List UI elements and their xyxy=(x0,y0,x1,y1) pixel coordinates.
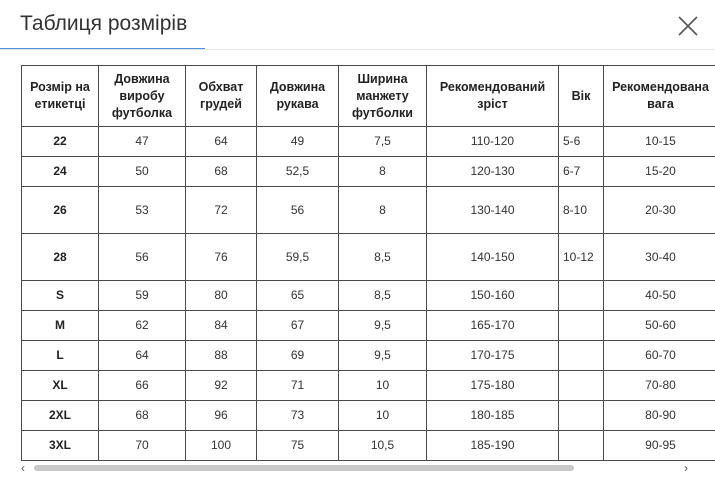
size-label-cell: XL xyxy=(22,371,99,401)
size-table-container[interactable] xyxy=(21,65,715,461)
table-row xyxy=(22,311,715,341)
table-cell: 56 xyxy=(257,187,339,234)
table-row xyxy=(22,431,715,461)
size-label-cell: 22 xyxy=(22,127,99,157)
table-row xyxy=(22,127,715,157)
table-cell: 40-50 xyxy=(604,281,715,311)
table-cell: 180-185 xyxy=(427,401,559,431)
table-row xyxy=(22,341,715,371)
table-cell: 71 xyxy=(257,371,339,401)
table-cell: 50 xyxy=(99,157,186,187)
table-cell: 60-70 xyxy=(604,341,715,371)
table-cell xyxy=(559,401,604,431)
table-cell: 10,5 xyxy=(339,431,427,461)
table-cell: 30-40 xyxy=(604,234,715,281)
table-cell: 8 xyxy=(339,187,427,234)
scrollbar-thumb[interactable] xyxy=(34,465,574,471)
column-header: Довжина рукава xyxy=(257,66,339,127)
table-row xyxy=(22,157,715,187)
column-header: Рекомендована вага xyxy=(604,66,715,127)
column-header: Ширина манжету футболки xyxy=(339,66,427,127)
size-label-cell: S xyxy=(22,281,99,311)
table-cell: 165-170 xyxy=(427,311,559,341)
table-cell: 64 xyxy=(186,127,257,157)
table-cell: 69 xyxy=(257,341,339,371)
table-cell: 76 xyxy=(186,234,257,281)
table-cell: 8,5 xyxy=(339,234,427,281)
table-cell: 10 xyxy=(339,401,427,431)
table-cell: 56 xyxy=(99,234,186,281)
column-header: Довжина виробу футболка xyxy=(99,66,186,127)
table-cell: 49 xyxy=(257,127,339,157)
table-cell: 175-180 xyxy=(427,371,559,401)
size-label-cell: 24 xyxy=(22,157,99,187)
table-cell: 10 xyxy=(339,371,427,401)
table-cell xyxy=(559,431,604,461)
table-cell: 68 xyxy=(186,157,257,187)
table-cell: 73 xyxy=(257,401,339,431)
table-row xyxy=(22,187,715,234)
table-cell xyxy=(559,281,604,311)
table-cell: 70 xyxy=(99,431,186,461)
table-cell: 80-90 xyxy=(604,401,715,431)
column-header: Розмір на етикетці xyxy=(22,66,99,127)
table-cell xyxy=(559,371,604,401)
header-divider xyxy=(0,49,715,50)
table-cell: 67 xyxy=(257,311,339,341)
table-cell: 90-95 xyxy=(604,431,715,461)
column-header: Вік xyxy=(559,66,604,127)
table-cell: 140-150 xyxy=(427,234,559,281)
table-cell: 72 xyxy=(186,187,257,234)
table-cell xyxy=(559,311,604,341)
table-cell: 5-6 xyxy=(559,127,604,157)
table-cell: 52,5 xyxy=(257,157,339,187)
scroll-left-button[interactable]: ‹ xyxy=(21,461,25,475)
table-cell: 62 xyxy=(99,311,186,341)
table-cell: 70-80 xyxy=(604,371,715,401)
table-cell: 15-20 xyxy=(604,157,715,187)
table-cell: 130-140 xyxy=(427,187,559,234)
table-cell: 6-7 xyxy=(559,157,604,187)
table-cell: 185-190 xyxy=(427,431,559,461)
size-label-cell: 26 xyxy=(22,187,99,234)
table-cell: 10-12 xyxy=(559,234,604,281)
close-button[interactable] xyxy=(676,14,700,38)
table-cell: 9,5 xyxy=(339,311,427,341)
table-cell: 50-60 xyxy=(604,311,715,341)
table-cell: 88 xyxy=(186,341,257,371)
dialog-title: Таблиця розмірів xyxy=(20,12,188,35)
table-row xyxy=(22,371,715,401)
table-cell: 110-120 xyxy=(427,127,559,157)
table-cell: 8-10 xyxy=(559,187,604,234)
table-cell: 150-160 xyxy=(427,281,559,311)
size-label-cell: 3XL xyxy=(22,431,99,461)
table-cell: 8 xyxy=(339,157,427,187)
table-cell: 84 xyxy=(186,311,257,341)
table-cell: 120-130 xyxy=(427,157,559,187)
close-icon xyxy=(676,14,700,38)
scroll-right-button[interactable]: › xyxy=(684,461,688,475)
table-cell xyxy=(559,341,604,371)
size-label-cell: M xyxy=(22,311,99,341)
size-table xyxy=(21,65,715,461)
table-cell: 65 xyxy=(257,281,339,311)
table-cell: 53 xyxy=(99,187,186,234)
table-cell: 8,5 xyxy=(339,281,427,311)
table-cell: 10-15 xyxy=(604,127,715,157)
table-cell: 75 xyxy=(257,431,339,461)
table-cell: 20-30 xyxy=(604,187,715,234)
table-header-row xyxy=(22,66,715,127)
table-cell: 96 xyxy=(186,401,257,431)
table-cell: 47 xyxy=(99,127,186,157)
table-body xyxy=(22,127,715,461)
column-header: Обхват грудей xyxy=(186,66,257,127)
column-header: Рекомендований зріст xyxy=(427,66,559,127)
size-label-cell: L xyxy=(22,341,99,371)
dialog-header xyxy=(0,0,715,50)
size-label-cell: 28 xyxy=(22,234,99,281)
table-cell: 7,5 xyxy=(339,127,427,157)
table-cell: 170-175 xyxy=(427,341,559,371)
table-row xyxy=(22,281,715,311)
size-label-cell: 2XL xyxy=(22,401,99,431)
table-row xyxy=(22,234,715,281)
table-cell: 64 xyxy=(99,341,186,371)
table-cell: 59,5 xyxy=(257,234,339,281)
table-cell: 9,5 xyxy=(339,341,427,371)
table-cell: 80 xyxy=(186,281,257,311)
table-cell: 68 xyxy=(99,401,186,431)
table-row xyxy=(22,401,715,431)
table-cell: 100 xyxy=(186,431,257,461)
table-cell: 59 xyxy=(99,281,186,311)
table-cell: 66 xyxy=(99,371,186,401)
table-cell: 92 xyxy=(186,371,257,401)
